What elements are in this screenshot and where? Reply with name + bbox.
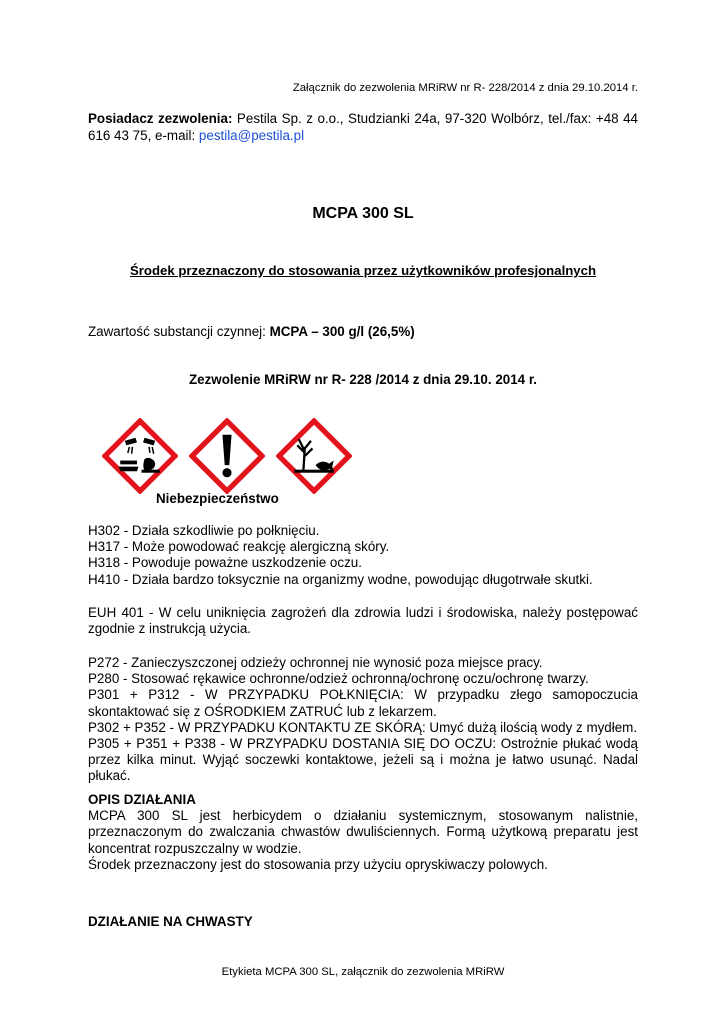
substance-label: Zawartość substancji czynnej: xyxy=(88,324,270,339)
annex-note: Załącznik do zezwolenia MRiRW nr R- 228/2014 z dnia 29.10.2014 r. xyxy=(292,82,638,94)
section-paragraph: MCPA 300 SL jest herbicydem o działaniu systemicznym, stosowanym nalistnie, przeznaczonym do zwalczania chwastów dwuliściennych. Formą użytkową preparatu jest koncentrat rozpuszczalny w wodzie. xyxy=(88,808,638,856)
signal-word: Niebezpieczeństwo xyxy=(156,491,279,506)
professional-use-subtitle: Środek przeznaczony do stosowania przez użytkowników profesjonalnych xyxy=(129,263,597,278)
precautionary-statement: P272 - Zanieczyszczonej odzieży ochronnej nie wynosić poza miejsce pracy. xyxy=(88,655,543,670)
precautionary-statements xyxy=(88,655,638,785)
euh-text: EUH 401 - W celu uniknięcia zagrożeń dla zdrowia ludzi i środowiska, należy postępować zgodnie z instrukcją użycia. xyxy=(88,605,638,637)
holder-details: Pestila Sp. z o.o., Studzianki 24a, 97-320 Wolbórz, tel./fax: +48 44 616 43 75, e-mail: xyxy=(88,111,638,143)
substance-value: MCPA – 300 g/l (26,5%) xyxy=(269,324,415,339)
holder-email-link[interactable]: pestila@pestila.pl xyxy=(198,128,305,143)
precautionary-statement: P301 + P312 - W PRZYPADKU POŁKNIĘCIA: W przypadku złego samopoczucia skontaktować się z OŚRODKIEM ZATRUĆ lub z lekarzem. xyxy=(88,687,638,719)
holder-label: Posiadacz zezwolenia: xyxy=(88,111,233,126)
exclamation-icon xyxy=(189,418,265,494)
precautionary-statement: P305 + P351 + P338 - W PRZYPADKU DOSTANIA SIĘ DO OCZU: Ostrożnie płukać wodą przez kilka minut. Wyjąć soczewki kontaktowe, jeżeli są i można je łatwo usunąć. Nadal płukać. xyxy=(88,736,638,784)
permit-number: Zezwolenie MRiRW nr R- 228 /2014 z dnia 29.10. 2014 r. xyxy=(188,372,538,387)
euh-statement xyxy=(88,605,638,637)
hazard-pictograms xyxy=(102,418,362,498)
active-substance xyxy=(88,324,415,339)
hazard-statement: H302 - Działa szkodliwie po połknięciu. xyxy=(88,523,320,538)
page-footer: Etykieta MCPA 300 SL, załącznik do zezwolenia MRiRW xyxy=(221,966,505,978)
hazard-statements xyxy=(88,523,638,588)
section-heading: OPIS DZIAŁANIA xyxy=(88,792,196,807)
corrosion-icon xyxy=(102,418,178,494)
hazard-statement: H410 - Działa bardzo toksycznie na organizmy wodne, powodując długotrwałe skutki. xyxy=(88,571,593,587)
hazard-statement: H317 - Może powodować reakcję alergiczną skóry. xyxy=(88,539,390,555)
section-paragraph: Środek przeznaczony jest do stosowania przy użyciu opryskiwaczy polowych. xyxy=(88,856,548,872)
weeds-section-heading: DZIAŁANIE NA CHWASTY xyxy=(88,914,253,929)
precautionary-statement: P280 - Stosować rękawice ochronne/odzież ochronną/ochronę oczu/ochronę twarzy. xyxy=(88,671,589,687)
precautionary-statement: P302 + P352 - W PRZYPADKU KONTAKTU ZE SKÓRĄ: Umyć dużą ilością wody z mydłem. xyxy=(88,719,638,735)
permit-holder xyxy=(88,110,638,144)
environment-icon xyxy=(276,418,352,494)
mode-of-action-section xyxy=(88,792,638,873)
hazard-statement: H318 - Powoduje poważne uszkodzenie oczu. xyxy=(88,555,362,571)
product-title: MCPA 300 SL xyxy=(312,205,414,222)
